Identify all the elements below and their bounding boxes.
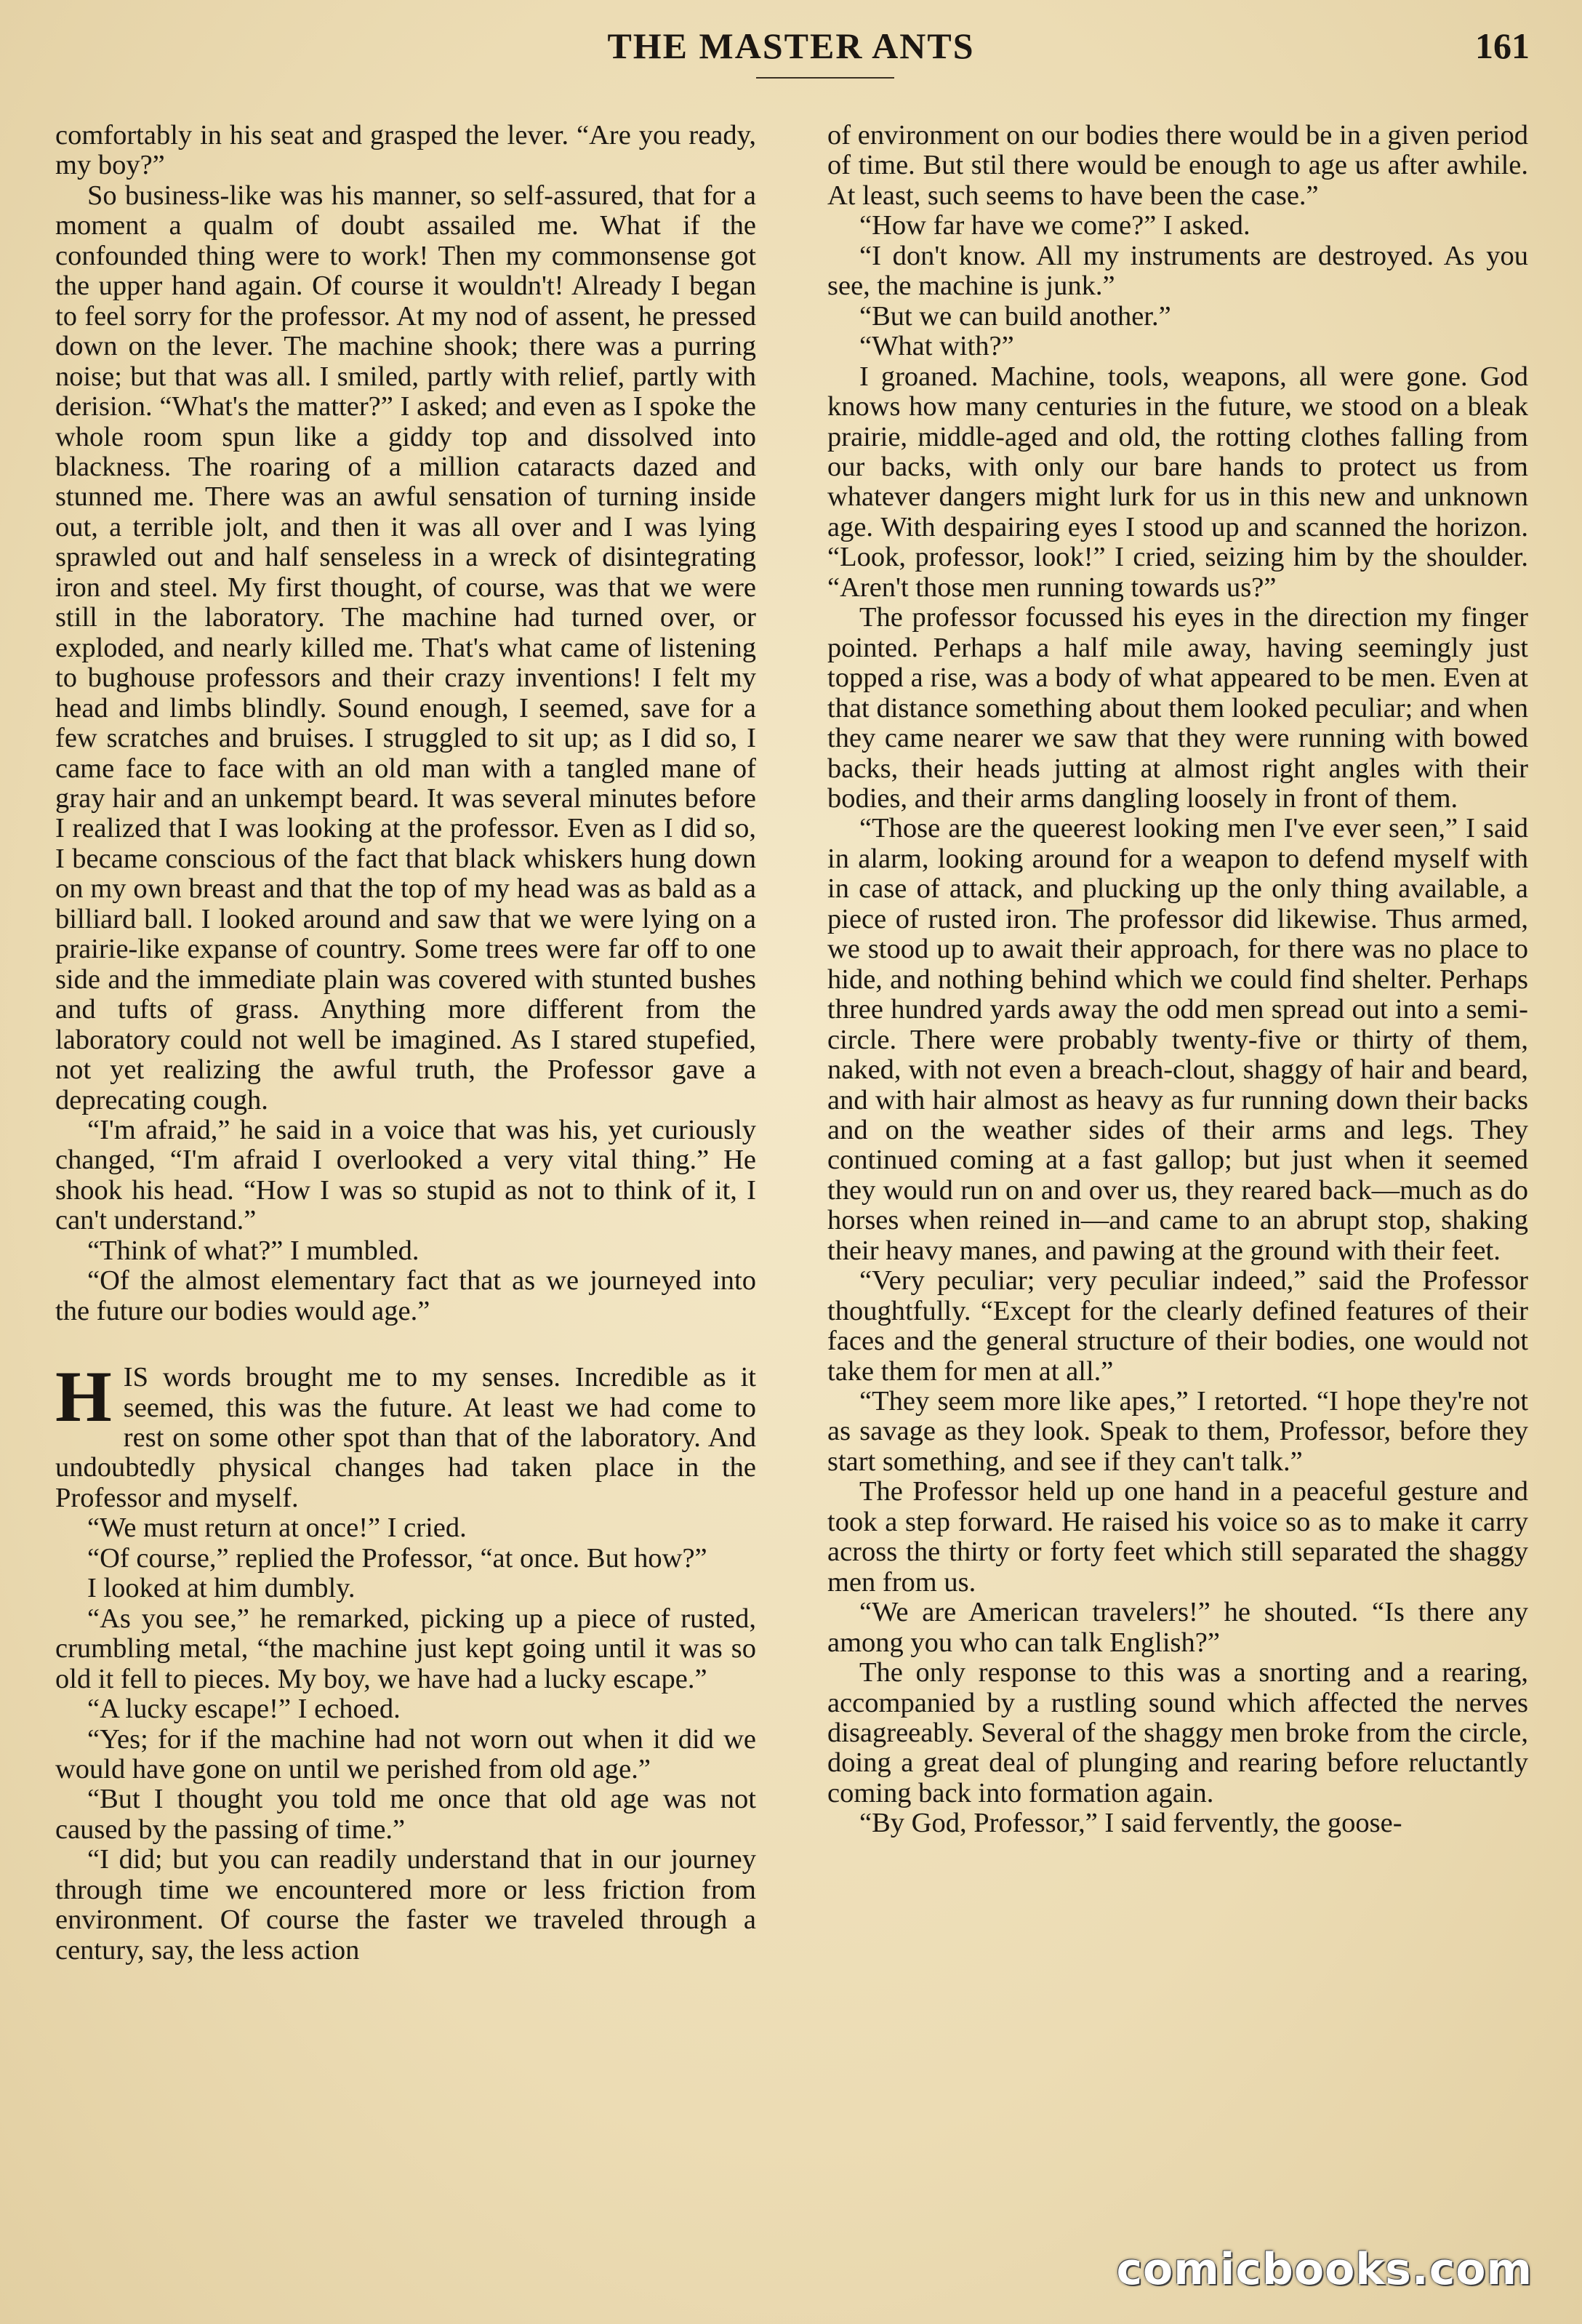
paragraph: comfortably in his seat and grasped the lever. “Are you ready, my boy?” bbox=[55, 120, 756, 181]
paragraph: of environment on our bodies there would be in a given period of time. But stil there would be enough to age us after awhile. At least, such seems to have been the case.” bbox=[827, 120, 1528, 211]
page-number: 161 bbox=[1475, 25, 1530, 66]
watermark: comicbooks.com bbox=[1116, 2244, 1533, 2295]
paragraph: “But we can build another.” bbox=[859, 300, 1171, 332]
paragraph: “By God, Professor,” I said fervently, the goose- bbox=[859, 1808, 1402, 1839]
running-head: THE MASTER ANTS bbox=[607, 25, 975, 66]
left-column bbox=[55, 121, 756, 1966]
paragraph: “How far have we come?” I asked. bbox=[859, 210, 1250, 241]
paragraph: “We must return at once!” I cried. bbox=[87, 1512, 467, 1544]
paragraph: “Yes; for if the machine had not worn out when it did we would have gone on until we perished from old age.” bbox=[55, 1723, 756, 1785]
paragraph: “I did; but you can readily understand that in our journey through time we encountered more or less friction from environment. Of course the faster we traveled through a century, say, the less action bbox=[55, 1844, 756, 1966]
paragraph: The only response to this was a snorting and a rearing, accompanied by a rustling sound which affected the nerves disagreeably. Several of the shaggy men broke from the circle, doing a great deal of plunging and rearing before reluctantly coming back into formation again. bbox=[827, 1657, 1528, 1808]
paragraph: “I don't know. All my instruments are destroyed. As you see, the machine is junk.” bbox=[827, 240, 1528, 302]
paragraph: “A lucky escape!” I echoed. bbox=[87, 1694, 401, 1725]
paragraph: “What with?” bbox=[859, 331, 1014, 362]
paragraph: “As you see,” he remarked, picking up a piece of rusted, crumbling metal, “the machine just kept going until it was so old it fell to pieces. My boy, we have had a lucky escape.” bbox=[55, 1603, 756, 1694]
paragraph: “Of the almost elementary fact that as we journeyed into the future our bodies would age.” bbox=[55, 1265, 756, 1326]
page-header bbox=[0, 25, 1582, 76]
paragraph: The professor focussed his eyes in the direction my finger pointed. Perhaps a half mile away, having seemingly just topped a rise, was a body of what appeared to be men. Even at that distance something about them looked peculiar; and when they came nearer we saw that they were running with bowed backs, their heads jutting at almost right angles with their bodies, and their arms dangling loosely in front of them. bbox=[827, 602, 1528, 814]
paragraph: The Professor held up one hand in a peaceful gesture and took a step forward. He raised his voice so as to make it carry across the thirty or forty feet which still separated the shaggy men from us. bbox=[827, 1476, 1528, 1598]
paragraph: I looked at him dumbly. bbox=[87, 1573, 356, 1604]
paragraph: “Think of what?” I mumbled. bbox=[87, 1235, 419, 1266]
right-column bbox=[827, 121, 1528, 1839]
drop-cap: H bbox=[55, 1356, 112, 1438]
paragraph: “Of course,” replied the Professor, “at once. But how?” bbox=[87, 1542, 707, 1574]
paragraph: “We are American travelers!” he shouted. “Is there any among you who can talk English?” bbox=[827, 1597, 1528, 1658]
paragraph: So business-like was his manner, so self-assured, that for a moment a qualm of doubt assailed me. What if the confounded thing were to work! Then my commonsense got the upper hand again. Of course it wouldn't! Already I began to feel sorry for the professor. At my nod of assent, he pressed down on the lever. The machine shook; there was a purring noise; but that was all. I smiled, partly with relief, partly with derision. “What's the matter?” I asked; and even as I spoke the whole room spun like a giddy top and dissolved into blackness. The roaring of a million cataracts dazed and stunned me. There was an awful sensation of turning inside out, a terrible jolt, and then it was all over and I was lying sprawled out and half senseless in a wreck of disintegrating iron and steel. My first thought, of course, was that we were still in the laboratory. The machine had turned over, or exploded, and nearly killed me. That's what came of listening to bughouse professors and their crazy inventions! I felt my head and limbs blindly. Sound enough, I seemed, save for a few scratches and bruises. I struggled to sit up; as I did so, I came face to face with an old man with a tangled mane of gray hair and an unkempt beard. It was several minutes before I realized that I was looking at the professor. Even as I did so, I became conscious of the fact that black whiskers hung down on my own breast and that the top of my head was as bald as a billiard ball. I looked around and saw that we were lying on a prairie-like expanse of country. Some trees were far off to one side and the immediate plain was covered with stunted bushes and tufts of grass. Anything more different from the laboratory could not well be imagined. As I stared stupefied, not yet realizing the awful truth, the Professor gave a deprecating cough. bbox=[55, 180, 756, 1115]
drop-cap-paragraph bbox=[55, 1356, 756, 1513]
paragraph: I groaned. Machine, tools, weapons, all were gone. God knows how many centuries in the future, we stood on a bleak prairie, middle-aged and old, the rotting clothes falling from our backs, with only our bare hands to protect us from whatever dangers might lurk for us in this new and unknown age. With despairing eyes I stood up and scanned the horizon. “Look, professor, look!” I cried, seizing him by the shoulder. “Aren't those men running towards us?” bbox=[827, 361, 1528, 603]
paragraph: “Very peculiar; very peculiar indeed,” said the Professor thoughtfully. “Except for the clearly defined features of their faces and the general structure of their bodies, one would not take them for men at all.” bbox=[827, 1265, 1528, 1387]
paragraph: “Those are the queerest looking men I've ever seen,” I said in alarm, looking around for a weapon to defend myself with in case of attack, and plucking up the only thing available, a piece of rusted iron. The professor did likewise. Thus armed, we stood up to await their approach, for there was no place to hide, and nothing behind which we could find shelter. Perhaps three hundred yards away the odd men spread out into a semi-circle. There were probably twenty-five or thirty of them, naked, with not even a breach-clout, shaggy of hair and beard, and with hair almost as heavy as fur running down their backs and on the weather sides of their arms and legs. They continued coming at a fast gallop; but just when it seemed they would run on and over us, they reared back—much as do horses when reined in—and came to an abrupt stop, shaking their heavy manes, and pawing at the ground with their feet. bbox=[827, 813, 1528, 1266]
paragraph: “I'm afraid,” he said in a voice that was his, yet curiously changed, “I'm afraid I overlooked a very vital thing.” He shook his head. “How I was so stupid as not to think of it, I can't understand.” bbox=[55, 1114, 756, 1236]
paragraph: “They seem more like apes,” I retorted. “I hope they're not as savage as they look. Speak to them, Professor, before they start something, and see if they can't talk.” bbox=[827, 1386, 1528, 1477]
paragraph: “But I thought you told me once that old age was not caused by the passing of time.” bbox=[55, 1784, 756, 1845]
header-rule bbox=[756, 77, 894, 79]
drop-paragraph-text: IS words brought me to my senses. Incredible as it seemed, this was the future. At least we had come to rest on some other spot than that of the laboratory. And undoubtedly physical changes had taken place in the Professor and myself. bbox=[55, 1362, 756, 1513]
